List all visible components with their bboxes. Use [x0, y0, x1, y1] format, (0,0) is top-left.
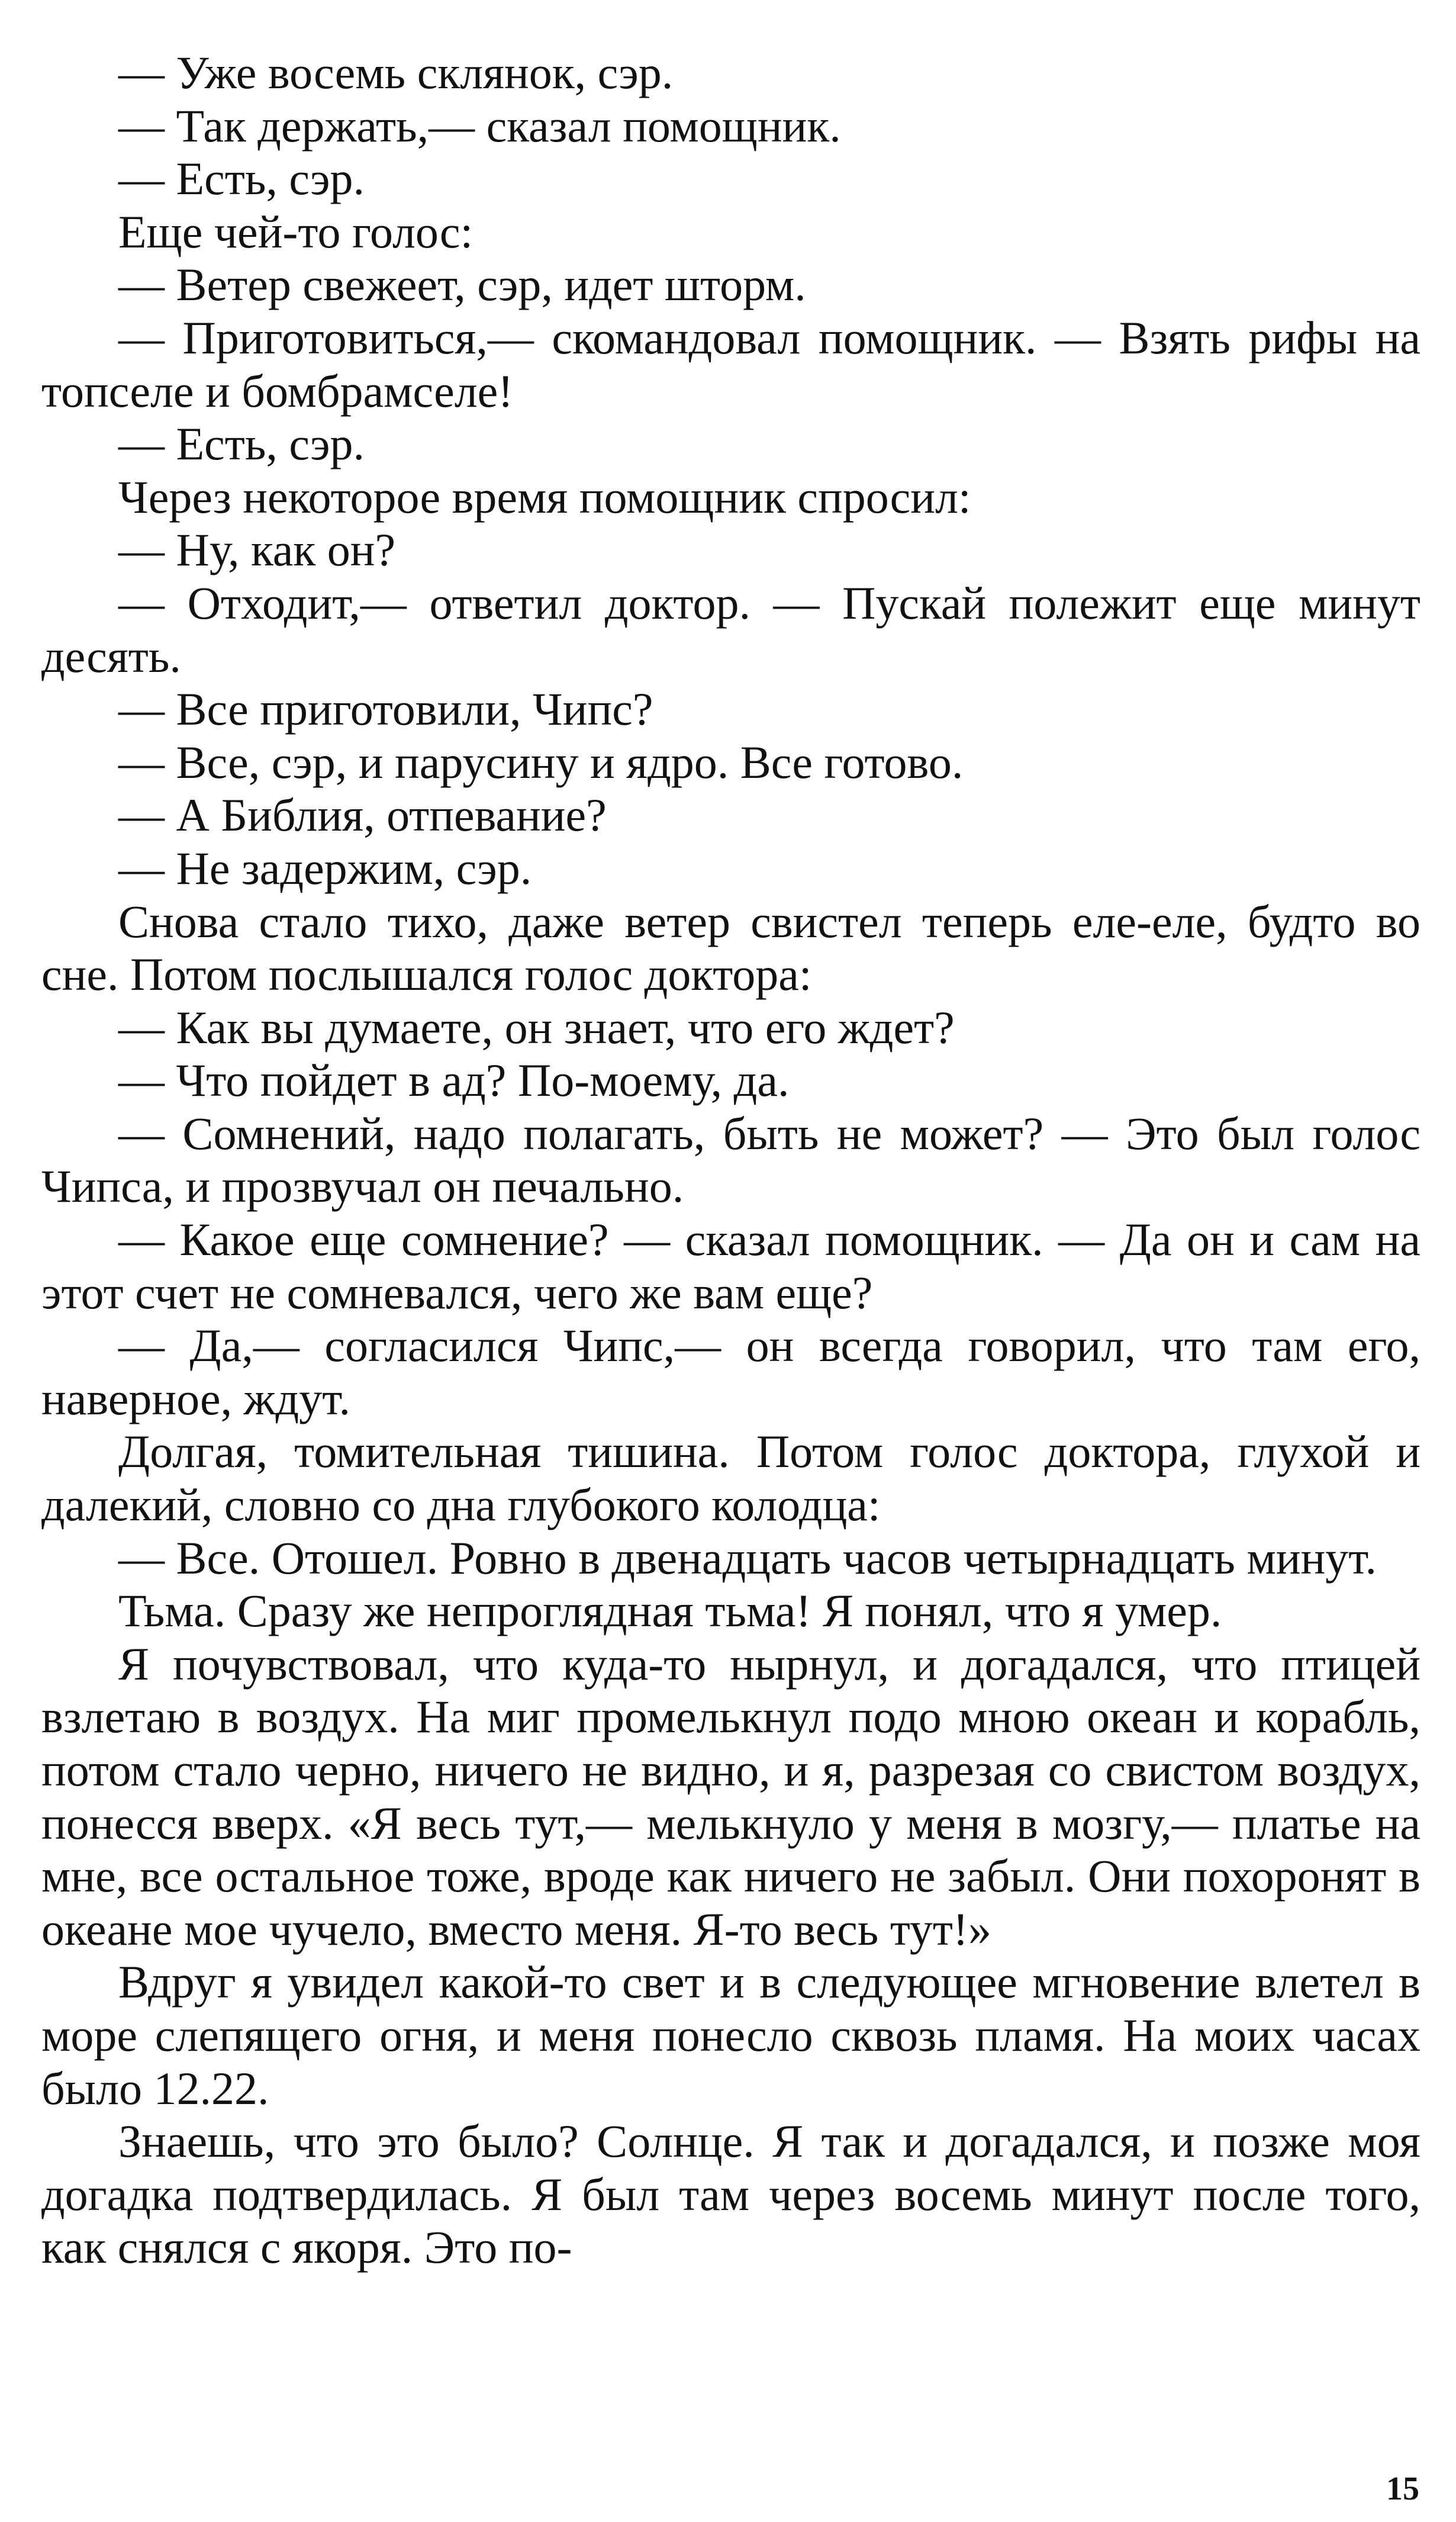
paragraph: — Да,— согласился Чипс,— он всегда говорил, что там его, наверное, ждут. — [41, 1320, 1420, 1424]
page-number: 15 — [1386, 2470, 1419, 2507]
page-text — [41, 46, 1420, 2274]
paragraph: Долгая, томительная тишина. Потом голос доктора, глухой и далекий, словно со дна глубокого колодца: — [41, 1426, 1420, 1531]
paragraph: Через некоторое время помощник спросил: — [118, 471, 971, 523]
paragraph: — Все. Отошел. Ровно в двенадцать часов четырнадцать минут. — [118, 1532, 1377, 1584]
paragraph: — Ну, как он? — [118, 524, 396, 576]
paragraph: — Отходит,— ответил доктор. — Пускай полежит еще минут десять. — [41, 577, 1420, 682]
paragraph: Я почувствовал, что куда-то нырнул, и догадался, что птицей взлетаю в воздух. На миг промелькнул подо мною океан и корабль, потом стало черно, ничего не видно, и я, разрезая со свистом воздух, понесся вверх. «Я весь тут,— мелькнуло у меня в мозгу,— платье на мне, все остальное тоже, вроде как ничего не забыл. Они похоронят в океане мое чучело, вместо меня. Я-то весь тут!» — [41, 1638, 1420, 1955]
paragraph: Вдруг я увидел какой-то свет и в следующее мгновение влетел в море слепящего огня, и меня понесло сквозь пламя. На моих часах было 12.22. — [41, 1956, 1420, 2114]
paragraph: — Все приготовили, Чипс? — [118, 683, 653, 735]
paragraph: Еще чей-то голос: — [118, 205, 473, 258]
paragraph: — Как вы думаете, он знает, что его ждет? — [118, 1001, 955, 1053]
paragraph: — Что пойдет в ад? По-моему, да. — [118, 1054, 790, 1106]
paragraph: Знаешь, что это было? Солнце. Я так и догадался, и позже моя догадка подтвердилась. Я был там через восемь минут после того, как снялся с якоря. Это по- — [41, 2115, 1420, 2273]
paragraph: — Уже восемь склянок, сэр. — [118, 47, 674, 98]
paragraph: — Не задержим, сэр. — [118, 842, 532, 894]
paragraph: — Приготовиться,— скомандовал помощник. — Взять рифы на топселе и бомбрамселе! — [41, 311, 1420, 417]
paragraph: — А Библия, отпевание? — [118, 789, 607, 841]
paragraph: — Есть, сэр. — [118, 418, 365, 470]
paragraph: — Какое еще сомнение? — сказал помощник. — Да он и сам на этот счет не сомневался, чего же вам еще? — [41, 1214, 1420, 1318]
paragraph: — Сомнений, надо полагать, быть не может? — Это был голос Чипса, и прозвучал он печально. — [41, 1107, 1420, 1212]
paragraph: — Так держать,— сказал помощник. — [118, 99, 841, 152]
paragraph: Снова стало тихо, даже ветер свистел теперь еле-еле, будто во сне. Потом послышался голос доктора: — [41, 895, 1420, 1001]
paragraph: — Есть, сэр. — [118, 153, 365, 205]
paragraph: Тьма. Сразу же непроглядная тьма! Я понял, что я умер. — [118, 1585, 1222, 1637]
paragraph: — Ветер свежеет, сэр, идет шторм. — [118, 259, 806, 311]
paragraph: — Все, сэр, и парусину и ядро. Все готово. — [118, 736, 964, 788]
